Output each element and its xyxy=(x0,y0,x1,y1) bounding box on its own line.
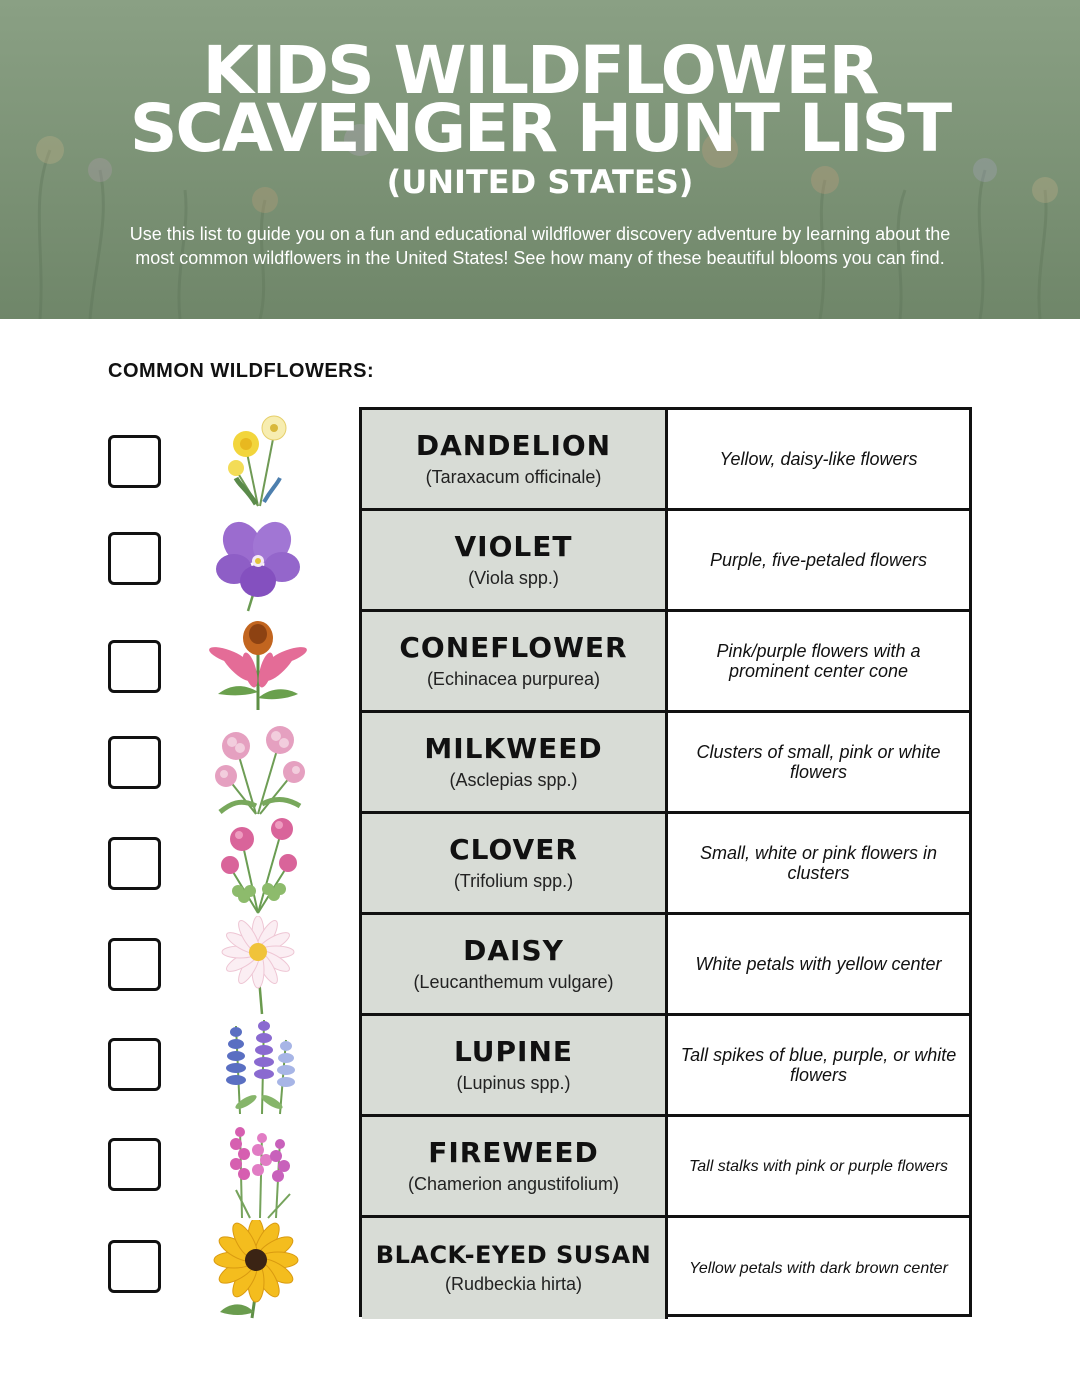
latin-name: (Asclepias spp.) xyxy=(449,769,578,790)
table-row xyxy=(362,713,969,814)
checkbox-daisy[interactable] xyxy=(108,938,161,991)
latin-name: (Taraxacum officinale) xyxy=(425,466,602,487)
name-cell xyxy=(362,1016,668,1114)
common-name: FIREWEED xyxy=(428,1136,599,1170)
common-name: DANDELION xyxy=(415,429,612,463)
name-cell xyxy=(362,713,668,811)
latin-name: (Lupinus spp.) xyxy=(456,1072,571,1093)
title-subtitle: (UNITED STATES) xyxy=(386,163,694,201)
common-name: BLACK-EYED SUSAN xyxy=(375,1241,652,1270)
description-cell: Tall stalks with pink or purple flowers xyxy=(688,1157,949,1175)
table-row xyxy=(362,1117,969,1218)
table-row xyxy=(362,511,969,612)
latin-name: (Trifolium spp.) xyxy=(453,870,574,891)
common-name: VIOLET xyxy=(454,530,573,564)
description-cell: Yellow, daisy-like flowers xyxy=(719,449,918,469)
description-cell: White petals with yellow center xyxy=(695,954,942,974)
title-line-2: SCAVENGER HUNT LIST xyxy=(129,90,951,167)
daisy-icon xyxy=(206,916,310,1016)
name-cell xyxy=(362,511,668,609)
table-row xyxy=(362,612,969,713)
checkbox-lupine[interactable] xyxy=(108,1038,161,1091)
common-name: CONEFLOWER xyxy=(399,631,628,665)
common-name: MILKWEED xyxy=(424,732,603,766)
checkbox-clover[interactable] xyxy=(108,837,161,890)
table-row xyxy=(362,1016,969,1117)
description-cell: Yellow petals with dark brown center xyxy=(689,1260,948,1277)
checkbox-coneflower[interactable] xyxy=(108,640,161,693)
section-label: COMMON WILDFLOWERS: xyxy=(108,360,375,382)
name-cell xyxy=(362,814,668,912)
name-cell xyxy=(362,1117,668,1215)
fireweed-icon xyxy=(206,1120,310,1220)
table-row xyxy=(362,814,969,915)
common-name: DAISY xyxy=(463,934,564,968)
black-eyed-susan-icon xyxy=(206,1220,310,1320)
milkweed-icon xyxy=(206,716,310,816)
name-cell xyxy=(362,612,668,710)
latin-name: (Chamerion angustifolium) xyxy=(407,1173,620,1194)
description-cell: Small, white or pink flowers in clusters xyxy=(699,843,938,883)
intro-paragraph: Use this list to guide you on a fun and educational wildflower discovery adventure by learning about the most common wildflowers in the United States! See how many of these beautiful blooms you can find. xyxy=(129,224,951,268)
violet-icon xyxy=(206,515,310,615)
name-cell xyxy=(362,915,668,1013)
title-line-1: KIDS WILDFLOWER xyxy=(202,32,878,109)
latin-name: (Leucanthemum vulgare) xyxy=(413,971,614,992)
latin-name: (Viola spp.) xyxy=(468,567,559,588)
description-cell: Pink/purple flowers with a prominent center cone xyxy=(716,641,921,681)
table-row xyxy=(362,915,969,1016)
name-cell xyxy=(362,1218,668,1319)
coneflower-icon xyxy=(206,612,310,712)
checkbox-fireweed[interactable] xyxy=(108,1138,161,1191)
checkbox-black-eyed-susan[interactable] xyxy=(108,1240,161,1293)
latin-name: (Echinacea purpurea) xyxy=(426,668,601,689)
wildflower-table xyxy=(359,407,972,1317)
lupine-icon xyxy=(206,1016,310,1116)
common-name: LUPINE xyxy=(453,1035,574,1069)
name-cell xyxy=(362,410,668,508)
clover-icon xyxy=(206,815,310,915)
description-cell: Purple, five-petaled flowers xyxy=(709,550,928,570)
description-cell: Tall spikes of blue, purple, or white flowers xyxy=(680,1045,957,1085)
table-row xyxy=(362,1218,969,1319)
dandelion-icon xyxy=(206,408,310,508)
checkbox-violet[interactable] xyxy=(108,532,161,585)
common-name: CLOVER xyxy=(449,833,578,867)
description-cell: Clusters of small, pink or white flowers xyxy=(696,742,941,782)
checkbox-dandelion[interactable] xyxy=(108,435,161,488)
checkbox-milkweed[interactable] xyxy=(108,736,161,789)
header-banner xyxy=(0,0,1080,319)
latin-name: (Rudbeckia hirta) xyxy=(444,1273,583,1294)
table-row xyxy=(362,410,969,511)
